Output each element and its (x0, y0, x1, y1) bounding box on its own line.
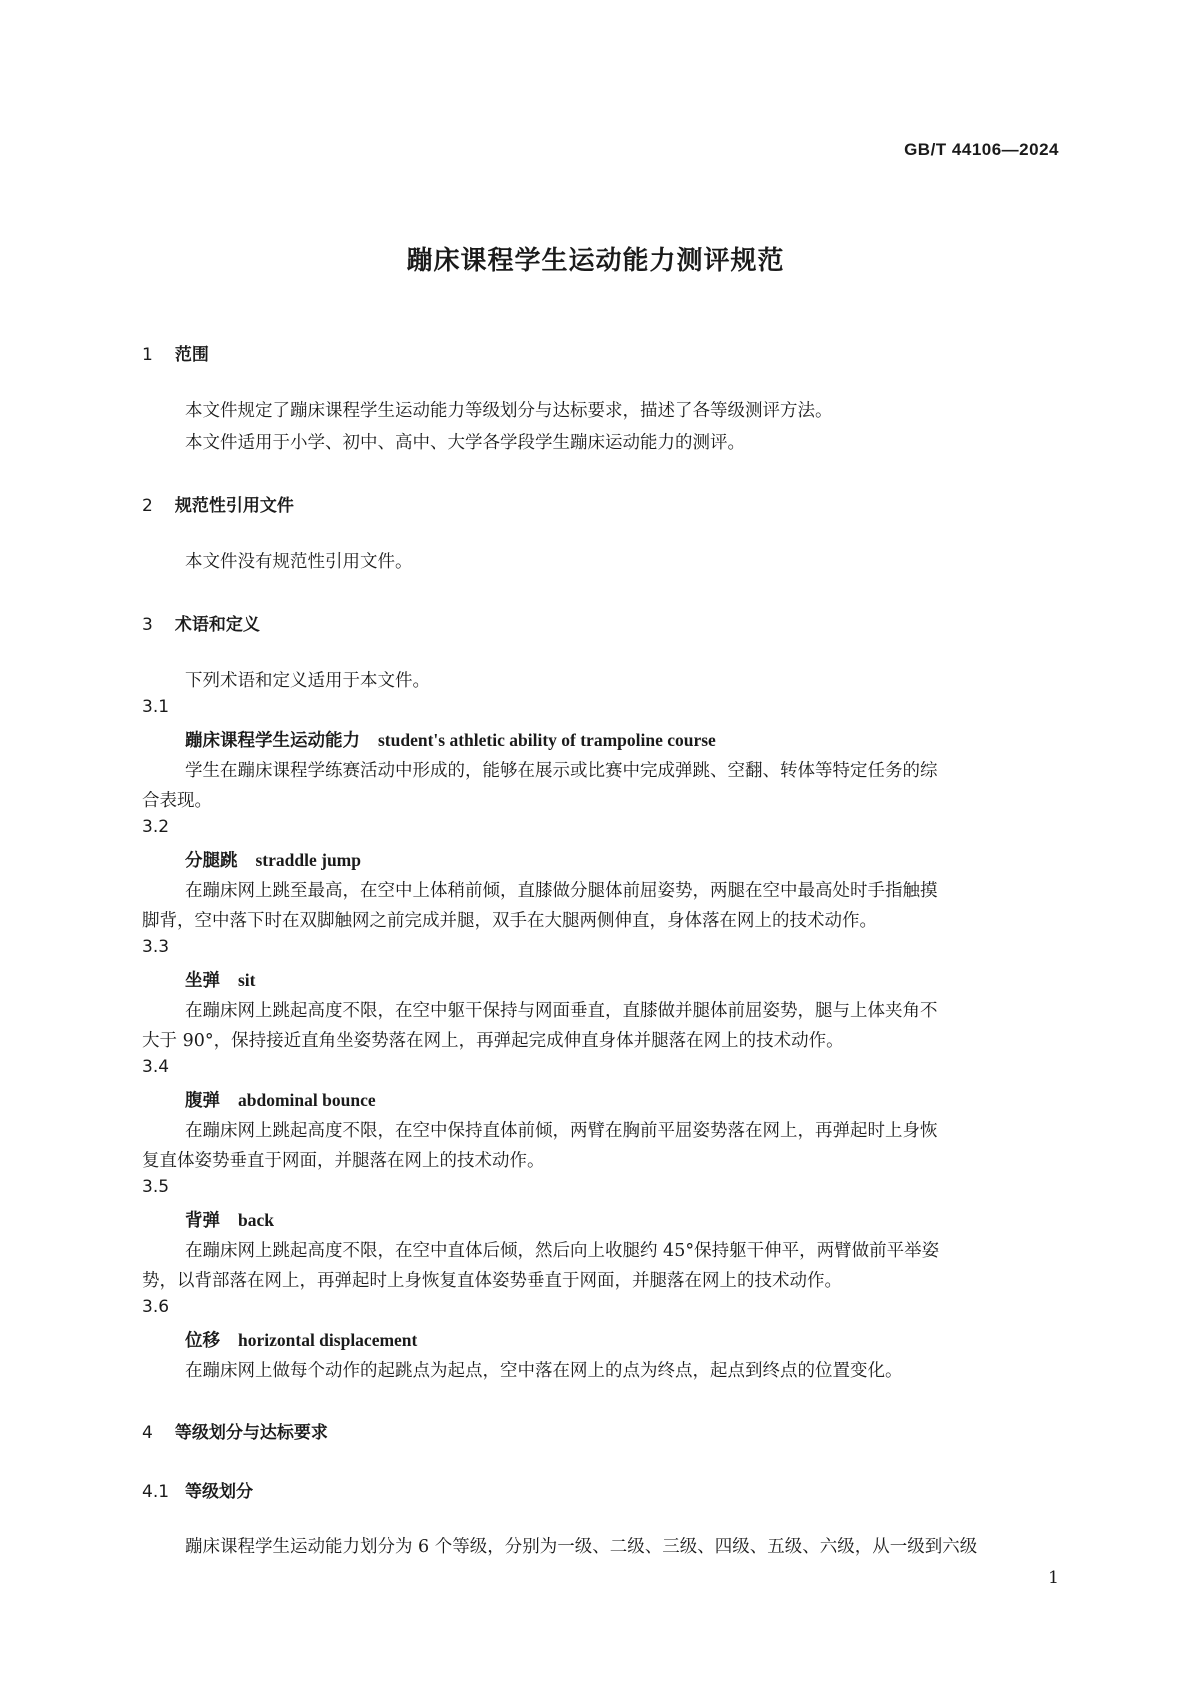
section-number: 4 (142, 1423, 153, 1443)
subsection-number: 4.1 (142, 1482, 170, 1502)
term-definition-line-2: 合表现。 (142, 791, 212, 811)
term-chinese: 分腿跳 (185, 851, 238, 871)
section-1-heading (142, 340, 209, 365)
document-code: GB/T 44106—2024 (904, 140, 1059, 159)
term-definition-line-2: 大于 90°，保持接近直角坐姿势落在网上，再弹起完成伸直身体并腿落在网上的技术动作。 (142, 1031, 844, 1051)
term-chinese: 蹦床课程学生运动能力 (185, 731, 360, 751)
term-heading (185, 847, 361, 872)
term-heading (185, 727, 716, 752)
section-1-paragraph-1: 本文件规定了蹦床课程学生运动能力等级划分与达标要求，描述了各等级测评方法。 (185, 401, 833, 421)
term-definition-line-1: 在蹦床网上做每个动作的起跳点为起点，空中落在网上的点为终点，起点到终点的位置变化。 (185, 1361, 903, 1381)
term-definition-line-1: 在蹦床网上跳起高度不限，在空中直体后倾，然后向上收腿约 45°保持躯干伸平，两臂做前平举姿 (185, 1241, 940, 1261)
section-2-heading (142, 491, 294, 516)
term-definition-line-1: 在蹦床网上跳起高度不限，在空中保持直体前倾，两臂在胸前平屈姿势落在网上，再弹起时上身恢 (185, 1121, 938, 1141)
term-heading (185, 967, 256, 992)
term-number: 3.1 (142, 697, 170, 717)
section-number: 3 (142, 615, 153, 635)
term-english: sit (238, 970, 256, 990)
term-chinese: 位移 (185, 1331, 220, 1351)
term-number: 3.3 (142, 937, 170, 957)
section-number: 1 (142, 345, 153, 365)
term-english: student's athletic ability of trampoline course (378, 730, 716, 750)
section-title: 等级划分与达标要求 (174, 1423, 328, 1443)
section-4-heading (142, 1418, 328, 1443)
section-title: 规范性引用文件 (174, 496, 294, 516)
term-number: 3.5 (142, 1177, 170, 1197)
term-heading (185, 1207, 274, 1232)
page-number: 1 (1048, 1568, 1059, 1588)
term-chinese: 坐弹 (185, 971, 220, 991)
section-2-paragraph-1: 本文件没有规范性引用文件。 (185, 552, 413, 572)
term-definition-line-2: 脚背，空中落下时在双脚触网之前完成并腿，双手在大腿两侧伸直，身体落在网上的技术动作。 (142, 911, 877, 931)
term-chinese: 腹弹 (185, 1091, 220, 1111)
subsection-4-1-heading (142, 1477, 253, 1502)
term-heading (185, 1087, 376, 1112)
section-title: 术语和定义 (174, 615, 260, 635)
term-english: back (238, 1210, 274, 1230)
term-number: 3.2 (142, 817, 170, 837)
section-title: 范围 (174, 345, 209, 365)
section-1-paragraph-2: 本文件适用于小学、初中、高中、大学各学段学生蹦床运动能力的测评。 (185, 433, 745, 453)
term-definition-line-1: 学生在蹦床课程学练赛活动中形成的，能够在展示或比赛中完成弹跳、空翻、转体等特定任务的综 (185, 761, 938, 781)
section-3-heading (142, 610, 260, 635)
term-definition-line-2: 复直体姿势垂直于网面，并腿落在网上的技术动作。 (142, 1151, 545, 1171)
term-english: horizontal displacement (238, 1330, 418, 1350)
term-definition-line-2: 势，以背部落在网上，再弹起时上身恢复直体姿势垂直于网面，并腿落在网上的技术动作。 (142, 1271, 842, 1291)
section-number: 2 (142, 496, 153, 516)
term-chinese: 背弹 (185, 1211, 220, 1231)
term-definition-line-1: 在蹦床网上跳至最高，在空中上体稍前倾，直膝做分腿体前屈姿势，两腿在空中最高处时手指触摸 (185, 881, 938, 901)
subsection-title: 等级划分 (185, 1482, 254, 1502)
term-english: straddle jump (255, 850, 361, 870)
term-number: 3.4 (142, 1057, 170, 1077)
subsection-4-1-paragraph: 蹦床课程学生运动能力划分为 6 个等级，分别为一级、二级、三级、四级、五级、六级，从一级到六级 (185, 1537, 978, 1557)
term-definition-line-1: 在蹦床网上跳起高度不限，在空中躯干保持与网面垂直，直膝做并腿体前屈姿势，腿与上体夹角不 (185, 1001, 938, 1021)
term-english: abdominal bounce (238, 1090, 376, 1110)
document-title: 蹦床课程学生运动能力测评规范 (406, 246, 785, 276)
term-number: 3.6 (142, 1297, 170, 1317)
section-3-intro: 下列术语和定义适用于本文件。 (185, 671, 430, 691)
term-heading (185, 1327, 417, 1352)
